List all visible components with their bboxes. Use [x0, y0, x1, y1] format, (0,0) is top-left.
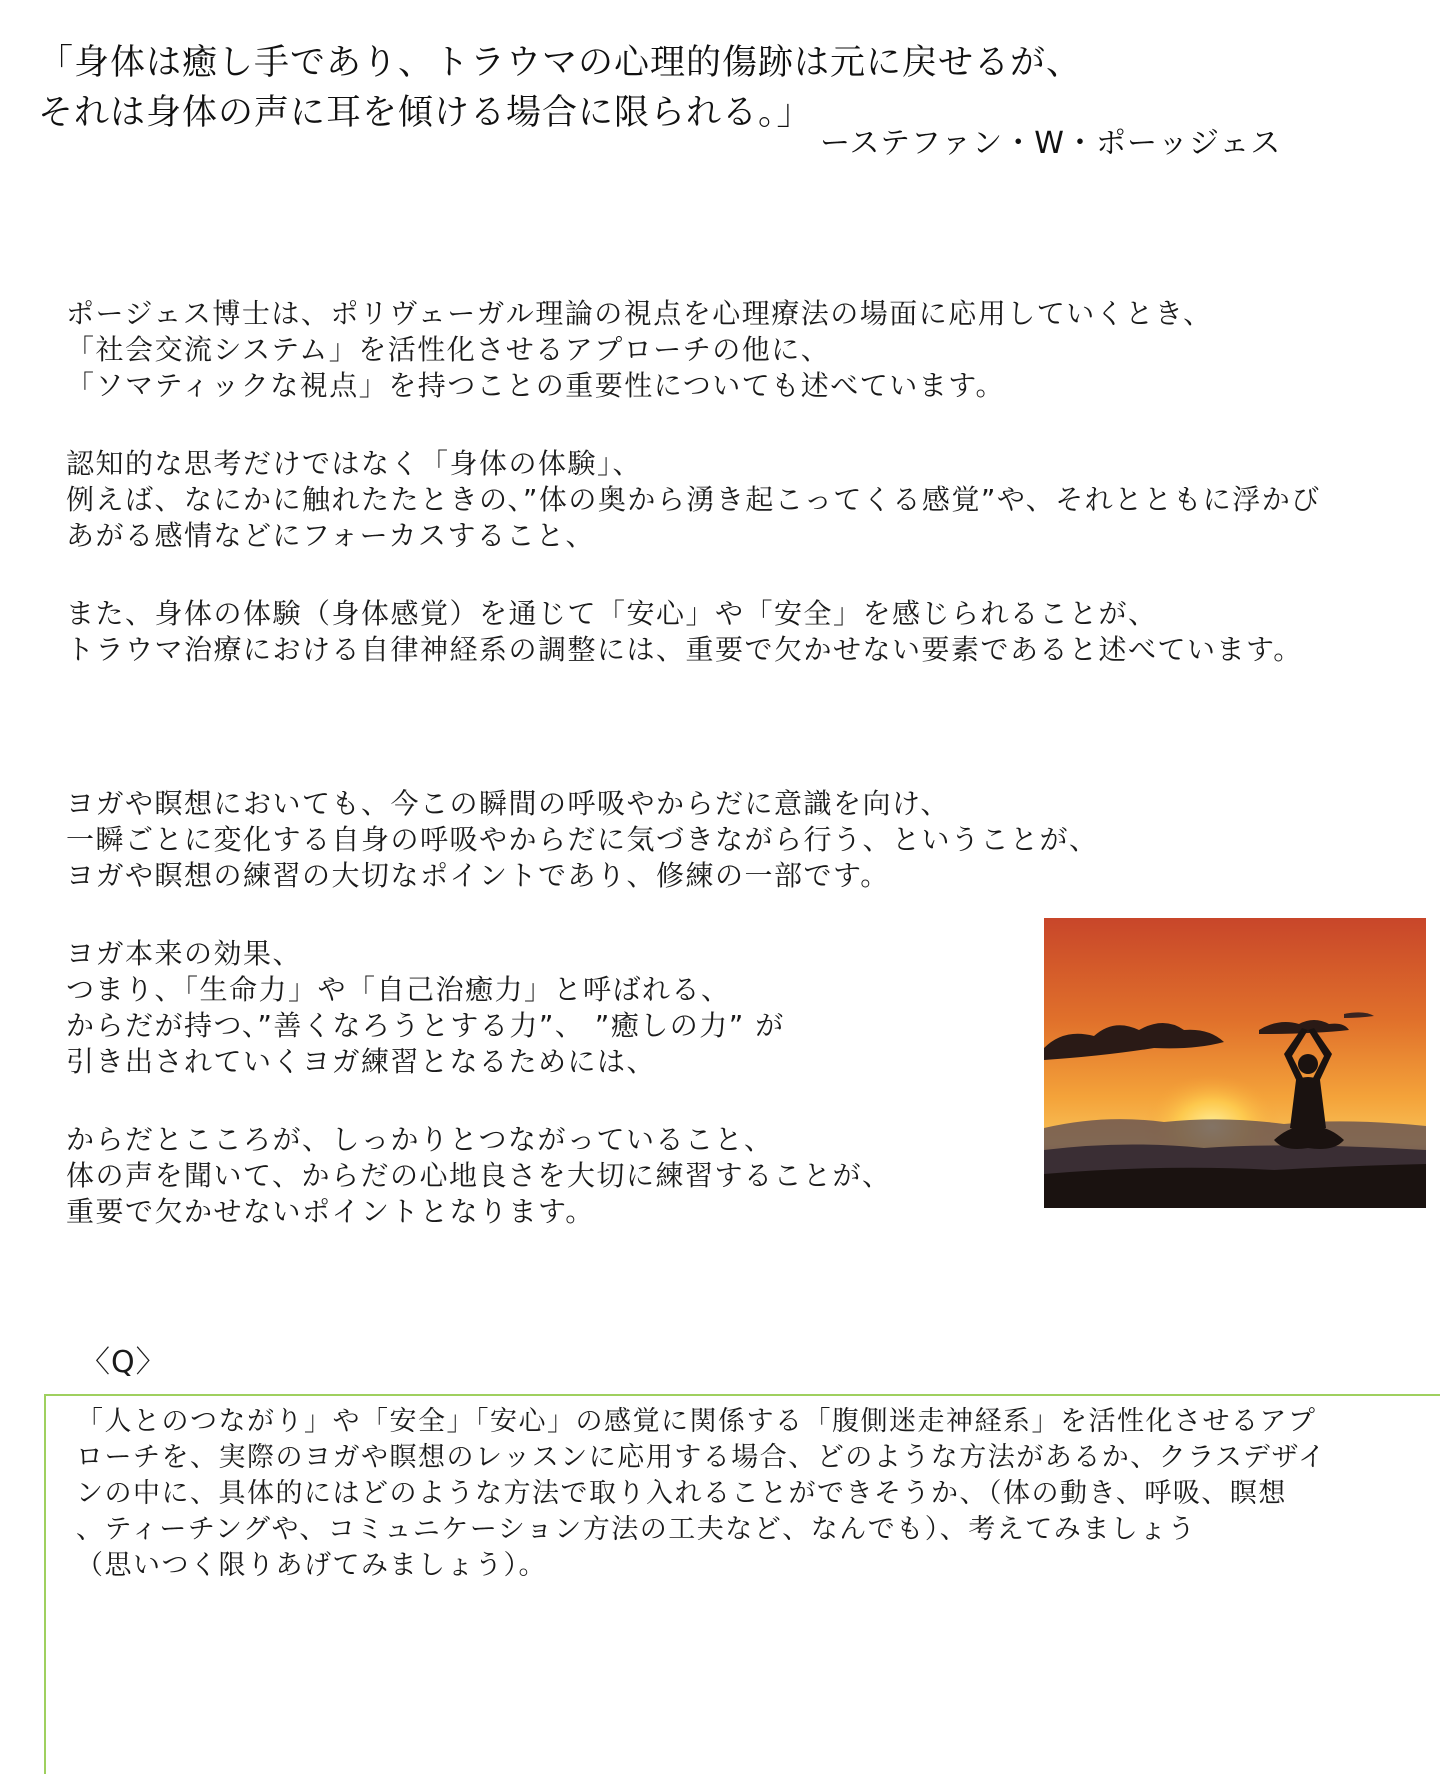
- question-text: 「人とのつながり」や「安全」「安心」の感覚に関係する「腹側迷走神経系」を活性化させるアプ ローチを、実際のヨガや瞑想のレッスンに応用する場合、どのような方法があるか、クラスデザイ ンの中に、具体的にはどのような方法で取り入れることができそうか、（体の動き、呼吸、瞑想 、ティーチングや、コミュニケーション方法の工夫など、なんでも）、考えてみましょう （思いつく限りあげてみましょう）。: [76, 1406, 1327, 1581]
- meditation-sunset-image: [1044, 918, 1426, 1208]
- paragraph-body-experience: 認知的な思考だけではなく「身体の体験」、 例えば、なにかに触れたたときの、”体の奥から湧き起こってくる感覚”や、それとともに浮かび あがる感情などにフォーカスすること、: [66, 447, 1321, 552]
- paragraph-polyvagal-intro: ポージェス博士は、ポリヴェーガル理論の視点を心理療法の場面に応用していくとき、 「社会交流システム」を活性化させるアプローチの他に、 「ソマティックな視点」を持つことの重要性についても述べています。: [66, 297, 1213, 402]
- epigraph-quote: 「身体は癒し手であり、トラウマの心理的傷跡は元に戻せるが、 それは身体の声に耳を傾ける場合に限られる。」: [38, 43, 1083, 133]
- quote-attribution: ーステファン・W・ポーッジェス: [820, 126, 1282, 161]
- question-label: 〈Q〉: [80, 1345, 167, 1380]
- paragraph-yoga-meditation: ヨガや瞑想においても、今この瞬間の呼吸やからだに意識を向け、 一瞬ごとに変化する自身の呼吸やからだに気づきながら行う、ということが、 ヨガや瞑想の練習の大切なポイントであり、修練の一部です。: [66, 787, 1099, 892]
- paragraph-safety-regulation: また、身体の体験（身体感覚）を通じて「安心」や「安全」を感じられることが、 トラウマ治療における自律神経系の調整には、重要で欠かせない要素であると述べています。: [66, 597, 1303, 666]
- paragraph-body-mind-connection: からだとこころが、しっかりとつながっていること、 体の声を聞いて、からだの心地良さを大切に練習することが、 重要で欠かせないポイントとなります。: [66, 1123, 892, 1228]
- paragraph-yoga-effect: ヨガ本来の効果、 つまり、「生命力」や「自己治癒力」と呼ばれる、 からだが持つ、”善くなろうとする力”、 ”癒しの力” が 引き出されていくヨガ練習となるためには、: [66, 937, 785, 1078]
